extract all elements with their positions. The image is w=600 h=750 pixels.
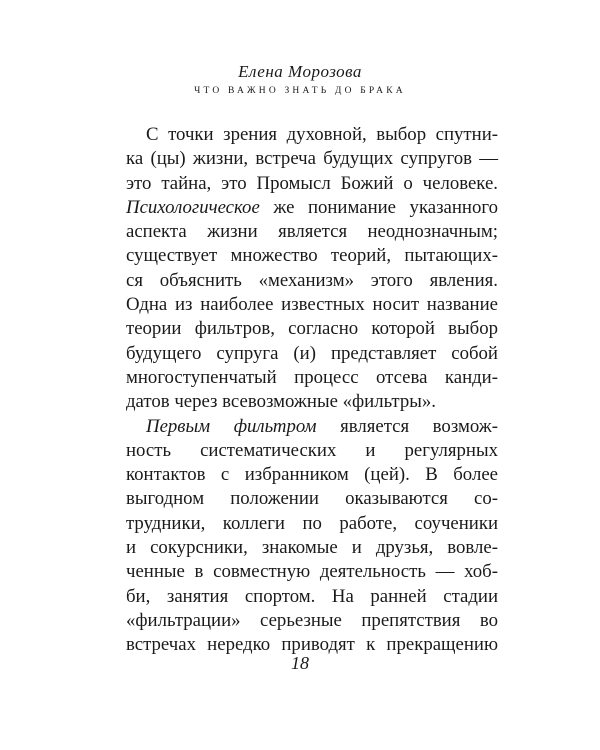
text-line: датов через всевозможные «фильтры». [126,391,436,413]
text-line: «фильтрации» серьезные препятствия во [126,609,498,631]
text-line: и сокурсники, знакомые и друзья, вовле- [126,537,498,559]
italic-term: Первым фильтром [146,415,317,437]
text-line: теории фильтров, согласно которой выбор [126,318,498,340]
text-line: контактов с избранником (цей). В более [126,464,498,486]
paragraph [126,415,498,658]
book-title: ЧТО ВАЖНО ЗНАТЬ ДО БРАКА [194,86,406,96]
italic-term: Психологическое [126,196,260,218]
text-line: Первым фильтром является возмож- [146,415,499,437]
author-name: Елена Морозова [238,62,362,81]
paragraph [126,123,498,415]
text-line: ся объяснить «механизм» этого явления. [126,269,498,291]
text-line: ченные в совместную деятельность — хоб- [126,561,498,583]
text-line: С точки зрения духовной, выбор спутни- [146,124,498,145]
text-line: Одна из наиболее известных носит название [126,294,498,316]
text-line: трудники, коллеги по работе, соученики [126,512,498,534]
text-line: би, занятия спортом. На ранней стадии [126,585,498,607]
text-line: ка (цы) жизни, встреча будущих супругов — [126,148,498,170]
text-line: многоступенчатый процесс отсева канди- [126,366,498,388]
text-line: аспекта жизни является неоднозначным; [126,221,498,243]
text-line: выгодном положении оказываются со- [126,488,498,510]
body-text [126,123,498,658]
text-line: будущего супруга (и) представляет собой [126,342,498,364]
text-line: существует множество теорий, пытающих- [126,245,498,267]
text-line: встречах нередко приводят к прекращению [126,634,498,656]
page-number: 18 [291,653,309,673]
running-header [0,62,600,97]
text-line: ность систематических и регулярных [126,439,498,461]
text-line: Психологическое же понимание указанного [126,196,498,218]
text-line: это тайна, это Промысл Божий о человеке. [126,172,498,194]
